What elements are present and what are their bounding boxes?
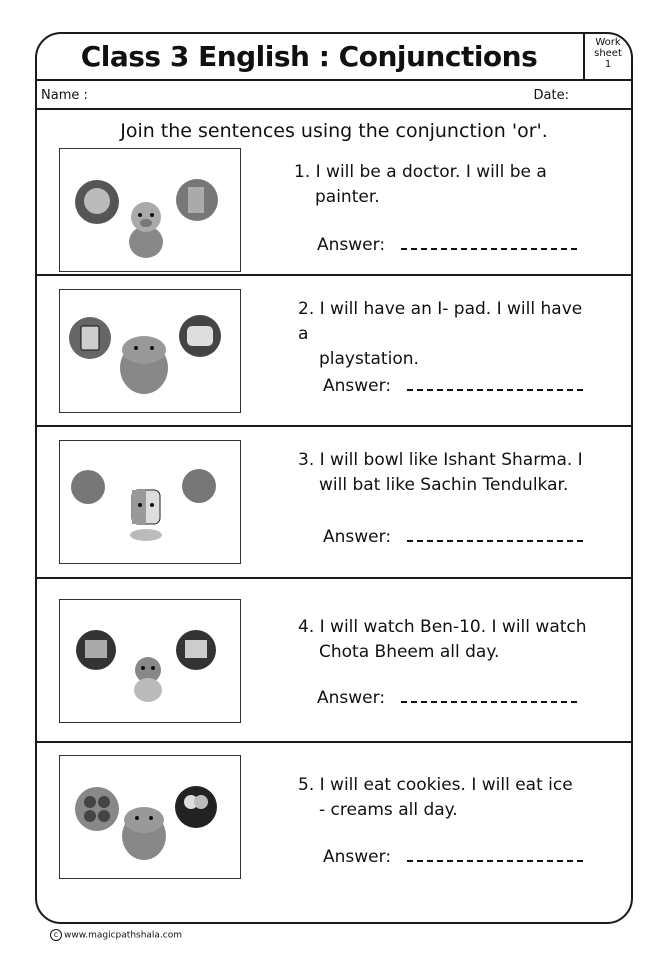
worksheet-label-word: Work — [595, 37, 621, 48]
question-2-text — [298, 297, 598, 372]
question-4-line1: I will watch Ben-10. I will watch — [319, 617, 587, 637]
date-label: Date: — [533, 88, 569, 103]
dog-cricket-illustration — [60, 441, 240, 563]
question-4-number: 4. — [298, 617, 315, 637]
worksheet — [35, 32, 633, 924]
question-3-picture — [59, 440, 241, 564]
worksheet-number-box — [583, 34, 631, 79]
footer-site: www.magicpathshala.com — [64, 930, 183, 941]
question-1-text — [294, 160, 594, 210]
answer-blank-line[interactable] — [407, 376, 583, 391]
answer-blank-line[interactable] — [401, 235, 577, 250]
pig-doctor-painter-illustration — [60, 149, 240, 271]
answer-label: Answer: — [323, 527, 392, 547]
question-2-line2: playstation. — [319, 349, 419, 369]
question-5-answer — [323, 847, 583, 867]
answer-label: Answer: — [317, 688, 386, 708]
question-row-2 — [37, 276, 631, 427]
answer-blank-line[interactable] — [407, 847, 583, 862]
question-2-number: 2. — [298, 299, 315, 319]
worksheet-label-sheet: sheet — [594, 48, 622, 59]
instruction: Join the sentences using the conjunction 'or'. — [120, 120, 548, 142]
elephant-ipad-playstation-illustration — [60, 290, 240, 412]
worksheet-label-number: 1 — [604, 59, 612, 70]
question-4-text — [298, 615, 598, 665]
question-3-line2: will bat like Sachin Tendulkar. — [319, 475, 569, 495]
question-1-line2: painter. — [315, 187, 380, 207]
question-2-line1: I will have an I- pad. I will have a — [298, 299, 583, 344]
question-2-answer — [323, 376, 583, 396]
question-5-line2: - creams all day. — [319, 800, 458, 820]
question-1-line1: I will be a doctor. I will be a — [315, 162, 547, 182]
answer-blank-line[interactable] — [401, 688, 577, 703]
footer — [50, 929, 182, 941]
copyright-icon: c — [50, 929, 62, 941]
question-4-answer — [317, 688, 577, 708]
question-3-line1: I will bowl like Ishant Sharma. I — [319, 450, 583, 470]
question-row-4 — [37, 579, 631, 743]
worksheet-title: Class 3 English : Conjunctions — [80, 40, 538, 73]
question-1-answer — [317, 235, 577, 255]
question-5-picture — [59, 755, 241, 879]
answer-label: Answer: — [323, 376, 392, 396]
question-1-picture — [59, 148, 241, 272]
answer-label: Answer: — [323, 847, 392, 867]
question-5-line1: I will eat cookies. I will eat ice — [319, 775, 573, 795]
question-row-5 — [37, 743, 631, 924]
question-1-number: 1. — [294, 162, 311, 182]
question-row-3 — [37, 427, 631, 579]
question-3-answer — [323, 527, 583, 547]
answer-label: Answer: — [317, 235, 386, 255]
name-date-row — [37, 81, 631, 110]
question-2-picture — [59, 289, 241, 413]
elephant-cookies-icecream-illustration — [60, 756, 240, 878]
question-4-line2: Chota Bheem all day. — [319, 642, 500, 662]
question-4-picture — [59, 599, 241, 723]
title-bar — [37, 34, 631, 81]
question-row-1 — [37, 139, 631, 276]
monkey-tv-shows-illustration — [60, 600, 240, 722]
answer-blank-line[interactable] — [407, 527, 583, 542]
question-3-number: 3. — [298, 450, 315, 470]
name-label: Name : — [41, 88, 88, 103]
question-5-text — [298, 773, 598, 823]
question-5-number: 5. — [298, 775, 315, 795]
question-3-text — [298, 448, 598, 498]
